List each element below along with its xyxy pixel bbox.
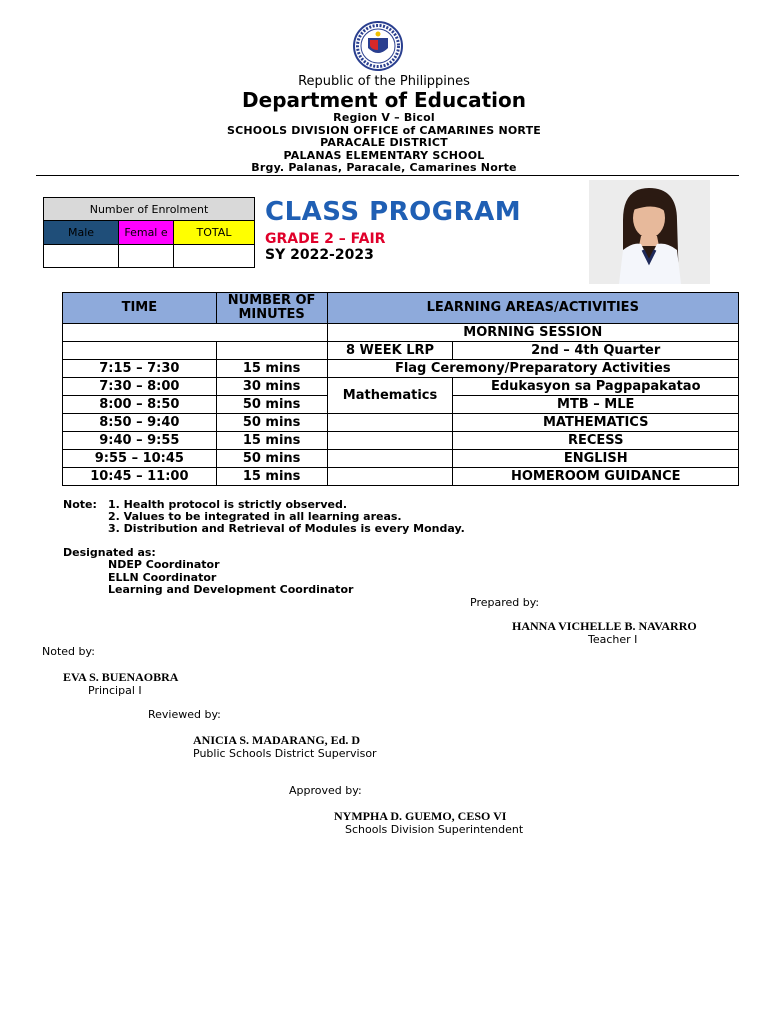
row-time: 7:15 – 7:30 (63, 360, 217, 378)
table-row (63, 468, 739, 486)
school-year: SY 2022-2023 (265, 247, 374, 263)
header-minutes: NUMBER OF MINUTES (216, 293, 327, 324)
sub-blank-minutes (216, 342, 327, 360)
table-row (63, 432, 739, 450)
deped-seal-icon (346, 20, 410, 72)
note-item: 2. Values to be integrated in all learning areas. (108, 510, 402, 523)
schedule-table (62, 292, 739, 486)
row-activity: Flag Ceremony/Preparatory Activities (327, 360, 738, 378)
row-activity: HOMEROOM GUIDANCE (453, 468, 739, 486)
header-divider (36, 175, 739, 176)
address-line: Brgy. Palanas, Paracale, Camarines Norte (251, 161, 517, 174)
noted-label: Noted by: (42, 645, 95, 658)
sub-blank-time (63, 342, 217, 360)
row-lrp-blank (327, 414, 453, 432)
grade-section: GRADE 2 – FAIR (265, 231, 386, 247)
enrolment-total-value (174, 245, 255, 268)
approved-name: NYMPHA D. GUEMO, CESO VI (334, 809, 507, 823)
class-program-title: CLASS PROGRAM (265, 197, 522, 227)
row-minutes: 50 mins (216, 396, 327, 414)
noted-name: EVA S. BUENAOBRA (63, 670, 179, 684)
enrolment-female-label: Femal e (119, 221, 174, 245)
row-time: 7:30 – 8:00 (63, 378, 217, 396)
row-time: 8:00 – 8:50 (63, 396, 217, 414)
row-lrp-blank (327, 432, 453, 450)
enrolment-title: Number of Enrolment (44, 198, 255, 221)
enrolment-total-label: TOTAL (174, 221, 255, 245)
row-activity: MATHEMATICS (453, 414, 739, 432)
row-minutes: 50 mins (216, 450, 327, 468)
republic-line: Republic of the Philippines (298, 74, 470, 89)
enrolment-female-value (119, 245, 174, 268)
row-time: 9:40 – 9:55 (63, 432, 217, 450)
district-line: PARACALE DISTRICT (320, 136, 448, 149)
designation-item: Learning and Development Coordinator (108, 583, 354, 596)
row-time: 10:45 – 11:00 (63, 468, 217, 486)
prepared-name: HANNA VICHELLE B. NAVARRO (512, 619, 697, 633)
sub-left-label: 8 WEEK LRP (327, 342, 453, 360)
row-minutes: 50 mins (216, 414, 327, 432)
table-row (63, 360, 739, 378)
enrolment-male-value (44, 245, 119, 268)
row-activity: RECESS (453, 432, 739, 450)
note-item: 1. Health protocol is strictly observed. (108, 498, 348, 511)
session-label: MORNING SESSION (327, 324, 738, 342)
row-activity: ENGLISH (453, 450, 739, 468)
row-minutes: 15 mins (216, 468, 327, 486)
designation-item: NDEP Coordinator (108, 558, 220, 571)
reviewed-label: Reviewed by: (148, 708, 221, 721)
reviewed-name: ANICIA S. MADARANG, Ed. D (193, 733, 361, 747)
approved-role: Schools Division Superintendent (345, 823, 524, 836)
school-line: PALANAS ELEMENTARY SCHOOL (283, 149, 485, 162)
enrolment-male-label: Male (44, 221, 119, 245)
row-lrp-blank (327, 468, 453, 486)
region-line: Region V – Bicol (333, 111, 435, 124)
teacher-photo (589, 180, 710, 284)
prepared-role: Teacher I (588, 633, 638, 646)
note-item: 3. Distribution and Retrieval of Modules is every Monday. (108, 522, 465, 535)
row-activity: Edukasyon sa Pagpapakatao (453, 378, 739, 396)
row-lrp-blank (327, 450, 453, 468)
lrp-mathematics: Mathematics (327, 378, 453, 414)
row-minutes: 30 mins (216, 378, 327, 396)
table-row (63, 414, 739, 432)
designation-label: Designated as: (63, 546, 156, 559)
row-activity: MTB – MLE (453, 396, 739, 414)
header-areas: LEARNING AREAS/ACTIVITIES (327, 293, 738, 324)
table-row (63, 450, 739, 468)
session-blank (63, 324, 328, 342)
table-row (63, 378, 739, 396)
row-minutes: 15 mins (216, 432, 327, 450)
prepared-label: Prepared by: (470, 596, 540, 609)
note-label: Note: (63, 498, 97, 511)
designation-item: ELLN Coordinator (108, 571, 217, 584)
enrolment-table (43, 197, 255, 268)
row-minutes: 15 mins (216, 360, 327, 378)
department-title: Department of Education (242, 88, 526, 112)
division-line: SCHOOLS DIVISION OFFICE of CAMARINES NORTE (227, 124, 541, 137)
noted-role: Principal I (88, 684, 142, 697)
row-time: 8:50 – 9:40 (63, 414, 217, 432)
header-time: TIME (63, 293, 217, 324)
approved-label: Approved by: (289, 784, 362, 797)
row-time: 9:55 – 10:45 (63, 450, 217, 468)
sub-right-label: 2nd – 4th Quarter (453, 342, 739, 360)
reviewed-role: Public Schools District Supervisor (193, 747, 377, 760)
